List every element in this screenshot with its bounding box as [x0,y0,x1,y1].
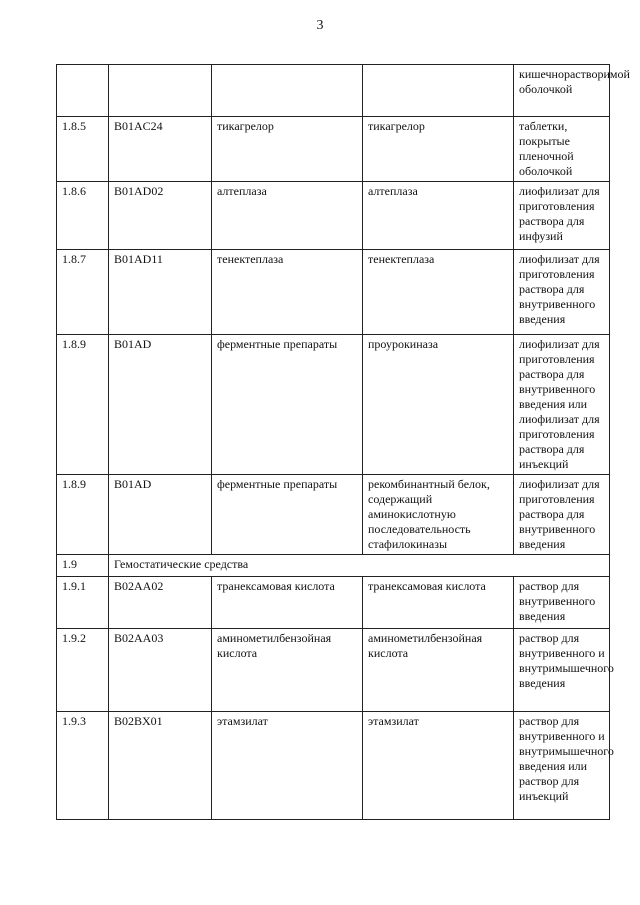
drug-group: аминометилбензойная кислота [212,629,363,712]
table-row [57,712,610,820]
dosage-form: раствор для внутривенного и внутримышечного введения [514,629,610,712]
atc-code: B01AD [109,475,212,555]
dosage-form: лиофилизат для приготовления раствора для внутривенного введения [514,250,610,335]
table-row [57,117,610,182]
row-number: 1.9.2 [57,629,109,712]
dosage-form: раствор для внутривенного введения [514,577,610,629]
atc-code: B01AC24 [109,117,212,182]
drug-group: алтеплаза [212,182,363,250]
dosage-form: лиофилизат для приготовления раствора для внутривенного введения или лиофилизат для приготовления раствора для инъекций [514,335,610,475]
atc-code [109,65,212,117]
row-number: 1.8.7 [57,250,109,335]
drug-table [56,64,630,820]
dosage-form: таблетки, покрытые пленочной оболочкой [514,117,610,182]
dosage-form: кишечнорастворимой оболочкой [514,65,610,117]
atc-code: B01AD02 [109,182,212,250]
table-row [57,629,610,712]
drug-group: ферментные препараты [212,335,363,475]
atc-code: B02AA03 [109,629,212,712]
dosage-form: лиофилизат для приготовления раствора для инфузий [514,182,610,250]
section-row [57,555,610,577]
row-number: 1.8.6 [57,182,109,250]
row-number: 1.8.5 [57,117,109,182]
drug-inn: алтеплаза [363,182,514,250]
atc-code: B02BX01 [109,712,212,820]
dosage-form: раствор для внутривенного и внутримышечного введения или раствор для инъекций [514,712,610,820]
drug-group: тенектеплаза [212,250,363,335]
table-row [57,182,610,250]
row-number: 1.8.9 [57,475,109,555]
row-number: 1.9 [57,555,109,577]
drug-inn: проурокиназа [363,335,514,475]
row-number: 1.9.1 [57,577,109,629]
drug-inn [363,65,514,117]
table-row [57,250,610,335]
drug-inn: тенектеплаза [363,250,514,335]
drug-inn: рекомбинантный белок, содержащий аминокислотную последовательность стафилокиназы [363,475,514,555]
table-row [57,577,610,629]
table-row [57,475,610,555]
drug-group: этамзилат [212,712,363,820]
drug-inn: транексамовая кислота [363,577,514,629]
atc-code: B01AD11 [109,250,212,335]
atc-code: B02AA02 [109,577,212,629]
drug-group [212,65,363,117]
dosage-form: лиофилизат для приготовления раствора для внутривенного введения [514,475,610,555]
atc-code: B01AD [109,335,212,475]
row-number [57,65,109,117]
drug-inn: этамзилат [363,712,514,820]
drug-inn: тикагрелор [363,117,514,182]
drug-group: ферментные препараты [212,475,363,555]
table-row [57,335,610,475]
row-number: 1.9.3 [57,712,109,820]
page-number: 3 [316,18,324,33]
section-title: Гемостатические средства [109,555,610,577]
row-number: 1.8.9 [57,335,109,475]
table-row [57,65,610,117]
drug-group: транексамовая кислота [212,577,363,629]
drug-inn: аминометилбензойная кислота [363,629,514,712]
drug-group: тикагрелор [212,117,363,182]
